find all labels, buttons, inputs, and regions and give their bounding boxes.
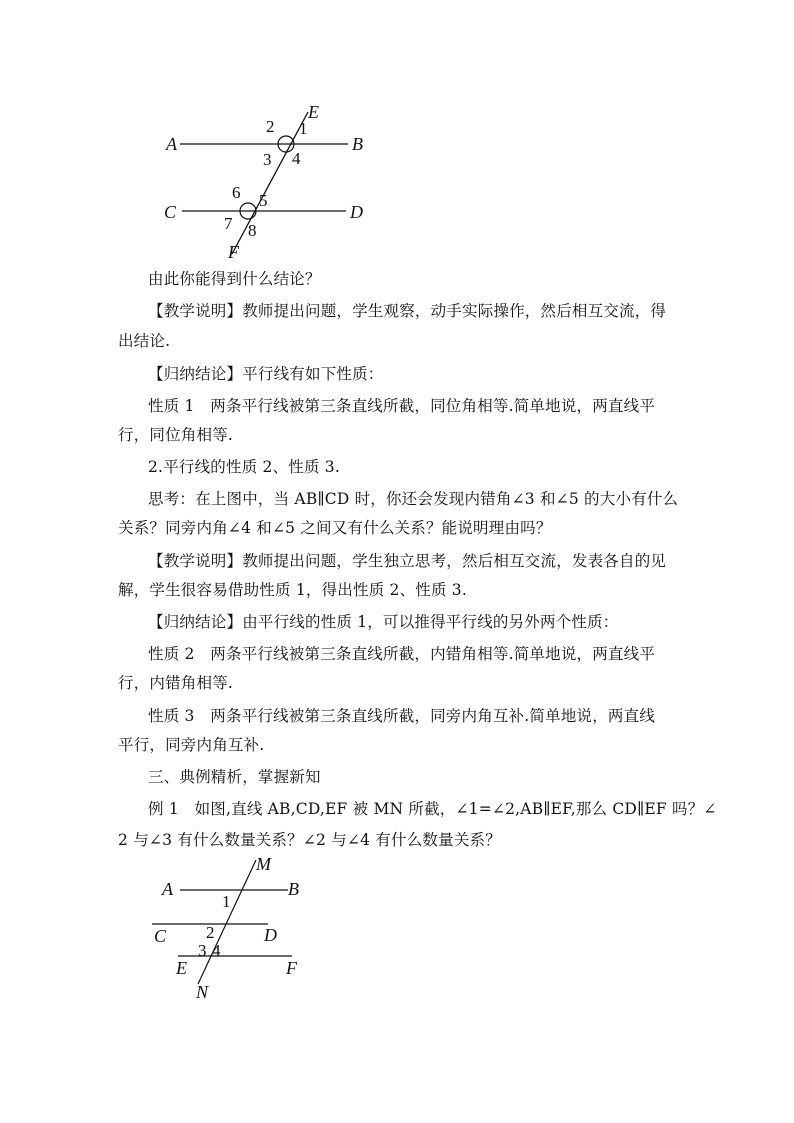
paragraph-line: 思考：在上图中，当 AB∥CD 时，你还会发现内错角∠3 和∠5 的大小有什么 <box>148 490 679 508</box>
label-f: F <box>228 242 239 262</box>
angle-label-1: 1 <box>222 892 231 911</box>
angle-label-5: 5 <box>259 191 268 210</box>
figure-parallel-lines-1 <box>160 98 380 266</box>
section-heading: 三、典例精析，掌握新知 <box>148 768 321 786</box>
label-n: N <box>196 982 209 1002</box>
paragraph-line: 行，同位角相等. <box>118 426 234 444</box>
angle-label-3: 3 <box>263 150 272 169</box>
paragraph-line: 例 1 如图,直线 AB,CD,EF 被 MN 所截，∠1=∠2,AB∥EF,那么 CD∥EF 吗？∠ <box>148 800 717 818</box>
angle-label-7: 7 <box>224 214 233 233</box>
angle-label-8: 8 <box>248 221 257 240</box>
label-m: M <box>256 854 271 874</box>
angle-label-3: 3 <box>198 941 207 960</box>
paragraph-line: 【教学说明】教师提出问题，学生观察，动手实际操作，然后相互交流，得 <box>148 302 667 320</box>
label-e: E <box>176 958 187 978</box>
angle-label-6: 6 <box>232 183 241 202</box>
paragraph-line: 性质 2 两条平行线被第三条直线所截，内错角相等.简单地说，两直线平 <box>148 645 656 663</box>
paragraph-line: 由此你能得到什么结论？ <box>148 270 321 288</box>
paragraph-line: 【教学说明】教师提出问题，学生独立思考，然后相互交流，发表各自的见 <box>148 552 667 570</box>
label-d: D <box>264 925 277 945</box>
label-d: D <box>350 202 363 222</box>
angle-label-4: 4 <box>292 149 301 168</box>
label-a: A <box>162 879 173 899</box>
paragraph-line: 性质 3 两条平行线被第三条直线所截，同旁内角互补.简单地说，两直线 <box>148 707 656 725</box>
paragraph-line: 行，内错角相等. <box>118 674 234 692</box>
label-c: C <box>154 926 167 946</box>
angle-label-2: 2 <box>206 923 215 942</box>
label-e: E <box>308 102 319 122</box>
angle-label-4: 4 <box>212 941 221 960</box>
paragraph-line: 平行，同旁内角互补. <box>118 736 265 754</box>
paragraph-line: 解，学生很容易借助性质 1，得出性质 2、性质 3. <box>118 581 467 599</box>
paragraph-line: 性质 1 两条平行线被第三条直线所截，同位角相等.简单地说，两直线平 <box>148 397 656 415</box>
label-f: F <box>286 958 297 978</box>
angle-label-2: 2 <box>266 117 275 136</box>
label-c: C <box>164 202 177 222</box>
angle-label-1: 1 <box>299 119 308 138</box>
figure-transversal-2 <box>142 852 322 1004</box>
paragraph-line: 【归纳结论】由平行线的性质 1，可以推得平行线的另外两个性质： <box>148 613 619 631</box>
paragraph-line: 出结论. <box>118 332 171 350</box>
label-a: A <box>166 134 177 154</box>
paragraph-line: 2 与∠3 有什么数量关系？∠2 与∠4 有什么数量关系？ <box>118 831 501 849</box>
paragraph-line: 2.平行线的性质 2、性质 3. <box>148 458 340 476</box>
line-mn <box>198 860 256 984</box>
paragraph-line: 【归纳结论】平行线有如下性质： <box>148 365 384 383</box>
paragraph-line: 关系？同旁内角∠4 和∠5 之间又有什么关系？能说明理由吗？ <box>118 519 552 537</box>
label-b: B <box>288 879 299 899</box>
label-b: B <box>352 134 363 154</box>
